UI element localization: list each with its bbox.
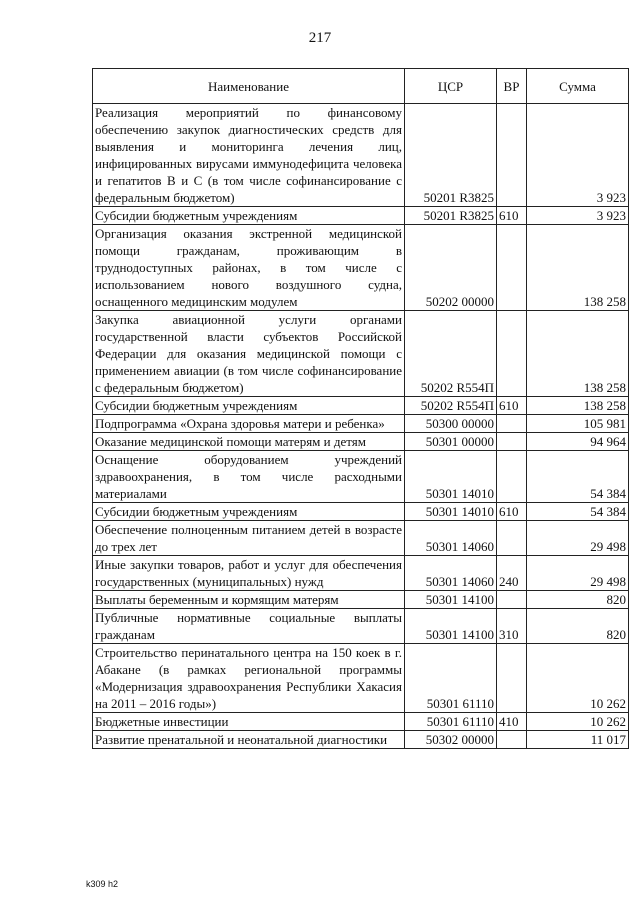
table-row: [93, 104, 629, 207]
sum-cell: 11 017: [527, 731, 629, 749]
table-row: [93, 521, 629, 556]
csr-cell: 50202 R554П: [405, 397, 497, 415]
vr-cell: 610: [497, 397, 527, 415]
sum-cell: 54 384: [527, 503, 629, 521]
vr-cell: [497, 225, 527, 311]
header-csr: ЦСР: [405, 69, 497, 104]
sum-cell: 138 258: [527, 311, 629, 397]
name-cell: Организация оказания экстренной медицинской помощи гражданам, проживающим в труднодоступных районах, в том числе с использованием нового воздушного судна, оснащенного медицинским модулем: [93, 225, 405, 311]
name-cell: Субсидии бюджетным учреждениям: [93, 207, 405, 225]
vr-cell: [497, 521, 527, 556]
page-number: 217: [308, 30, 332, 46]
csr-cell: 50201 R3825: [405, 104, 497, 207]
csr-cell: 50301 14010: [405, 503, 497, 521]
name-cell: Оказание медицинской помощи матерям и детям: [93, 433, 405, 451]
name-cell: Обеспечение полноценным питанием детей в возрасте до трех лет: [93, 521, 405, 556]
sum-cell: 29 498: [527, 521, 629, 556]
table-row: [93, 433, 629, 451]
name-cell: Публичные нормативные социальные выплаты гражданам: [93, 609, 405, 644]
vr-cell: [497, 433, 527, 451]
header-vr: ВР: [497, 69, 527, 104]
name-cell: Субсидии бюджетным учреждениям: [93, 397, 405, 415]
csr-cell: 50300 00000: [405, 415, 497, 433]
csr-cell: 50301 14010: [405, 451, 497, 503]
csr-cell: 50301 14060: [405, 521, 497, 556]
table-row: [93, 397, 629, 415]
name-cell: Бюджетные инвестиции: [93, 713, 405, 731]
name-cell: Оснащение оборудованием учреждений здравоохранения, в том числе расходными материалами: [93, 451, 405, 503]
name-cell: Строительство перинатального центра на 150 коек в г. Абакане (в рамках региональной программы «Модернизация здравоохранения Республики Хакасия на 2011 – 2016 годы»): [93, 644, 405, 713]
csr-cell: 50301 14060: [405, 556, 497, 591]
csr-cell: 50301 61110: [405, 644, 497, 713]
name-cell: Закупка авиационной услуги органами государственной власти субъектов Российской Федерации для оказания медицинской помощи с применением авиации (в том числе софинансирование с федеральным бюджетом): [93, 311, 405, 397]
csr-cell: 50201 R3825: [405, 207, 497, 225]
table-row: [93, 556, 629, 591]
name-cell: Развитие пренатальной и неонатальной диагностики: [93, 731, 405, 749]
csr-cell: 50302 00000: [405, 731, 497, 749]
vr-cell: [497, 731, 527, 749]
csr-cell: 50202 R554П: [405, 311, 497, 397]
name-cell: Иные закупки товаров, работ и услуг для обеспечения государственных (муниципальных) нужд: [93, 556, 405, 591]
vr-cell: 410: [497, 713, 527, 731]
table-row: [93, 451, 629, 503]
sum-cell: 94 964: [527, 433, 629, 451]
budget-table: [92, 68, 629, 749]
table-row: [93, 713, 629, 731]
sum-cell: 3 923: [527, 104, 629, 207]
table-row: [93, 731, 629, 749]
table-row: [93, 503, 629, 521]
vr-cell: 240: [497, 556, 527, 591]
table-row: [93, 207, 629, 225]
table-row: [93, 415, 629, 433]
table-header-row: [93, 69, 629, 104]
csr-cell: 50301 00000: [405, 433, 497, 451]
vr-cell: [497, 104, 527, 207]
table-row: [93, 591, 629, 609]
sum-cell: 10 262: [527, 644, 629, 713]
name-cell: Субсидии бюджетным учреждениям: [93, 503, 405, 521]
sum-cell: 29 498: [527, 556, 629, 591]
name-cell: Подпрограмма «Охрана здоровья матери и ребенка»: [93, 415, 405, 433]
name-cell: Реализация мероприятий по финансовому обеспечению закупок диагностических средств для выявления и мониторинга лечения лиц, инфицированных вирусами иммунодефицита человека и гепатитов В и С (в том числе софинансирование с федеральным бюджетом): [93, 104, 405, 207]
table-row: [93, 644, 629, 713]
vr-cell: 310: [497, 609, 527, 644]
vr-cell: [497, 451, 527, 503]
vr-cell: [497, 415, 527, 433]
footer-code: k309 h2: [86, 879, 119, 889]
csr-cell: 50301 14100: [405, 609, 497, 644]
sum-cell: 138 258: [527, 225, 629, 311]
sum-cell: 10 262: [527, 713, 629, 731]
sum-cell: 105 981: [527, 415, 629, 433]
sum-cell: 820: [527, 591, 629, 609]
sum-cell: 138 258: [527, 397, 629, 415]
vr-cell: [497, 591, 527, 609]
sum-cell: 820: [527, 609, 629, 644]
header-name: Наименование: [93, 69, 405, 104]
table-row: [93, 609, 629, 644]
csr-cell: 50301 61110: [405, 713, 497, 731]
csr-cell: 50202 00000: [405, 225, 497, 311]
vr-cell: 610: [497, 207, 527, 225]
sum-cell: 3 923: [527, 207, 629, 225]
table-row: [93, 225, 629, 311]
csr-cell: 50301 14100: [405, 591, 497, 609]
vr-cell: [497, 644, 527, 713]
table-body: [93, 104, 629, 749]
vr-cell: 610: [497, 503, 527, 521]
name-cell: Выплаты беременным и кормящим матерям: [93, 591, 405, 609]
header-sum: Сумма: [527, 69, 629, 104]
sum-cell: 54 384: [527, 451, 629, 503]
vr-cell: [497, 311, 527, 397]
table-row: [93, 311, 629, 397]
